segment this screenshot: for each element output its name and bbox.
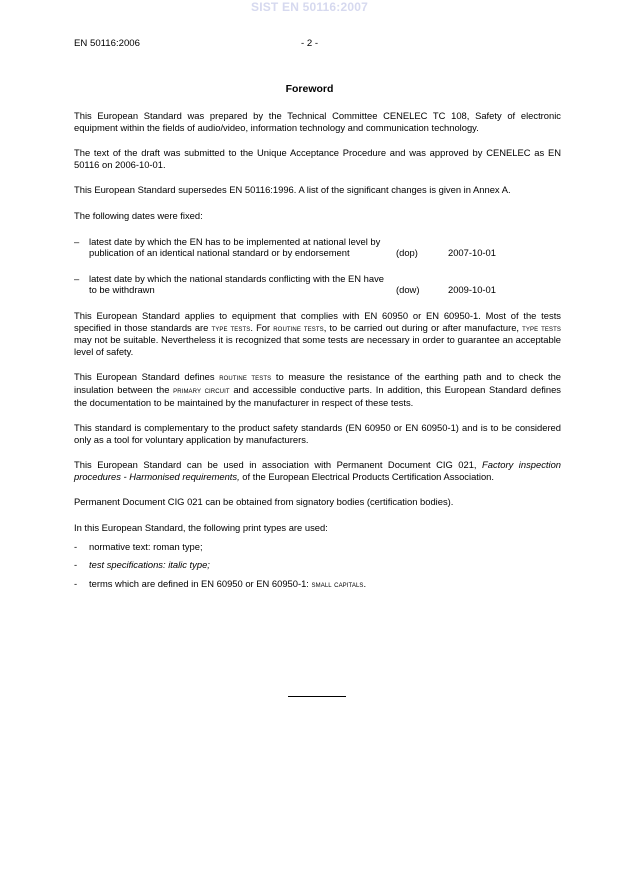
list-item-text: terms which are defined in EN 60950 or EN 60950-1: xyxy=(89,577,312,589)
date-description: latest date by which the EN has to be implemented at national level by publication of an identical national standard or by endorsement xyxy=(89,235,381,259)
list-item-text: normative text: roman type; xyxy=(89,540,203,552)
term-primary-circuit: primary circuit xyxy=(173,384,230,395)
text-run: This European Standard defines xyxy=(74,371,220,383)
page-title: Foreword xyxy=(285,83,334,95)
text-run: . For xyxy=(250,321,274,333)
end-rule xyxy=(288,696,346,697)
bullet-marker: - xyxy=(74,577,78,589)
date-row-dow xyxy=(74,273,561,296)
document-id: EN 50116:2006 xyxy=(74,38,140,49)
document-title-italic: Factory inspection procedures - Harmonised requirements, xyxy=(74,459,561,482)
paragraph-print-types: In this European Standard, the following print types are used: xyxy=(74,522,328,534)
text-run: and accessible conductive parts. In addition, this European Standard defines the documentation to be maintained by the manufacturer in respect of these tests. xyxy=(74,383,561,408)
date-abbreviation: (dop) xyxy=(396,247,418,259)
list-item xyxy=(74,559,561,571)
paragraph-obtain-cig: Permanent Document CIG 021 can be obtained from signatory bodies (certification bodies). xyxy=(74,496,454,508)
date-row-dop xyxy=(74,236,561,259)
page-number: - 2 - xyxy=(300,38,319,49)
text-run: to measure the resistance of the earthing path and to check the insulation between the xyxy=(74,371,561,395)
paragraph-routine-tests xyxy=(74,371,561,408)
list-item xyxy=(74,541,561,553)
dash-marker: – xyxy=(74,235,80,247)
term-type-tests: type tests xyxy=(211,322,251,333)
watermark: SIST EN 50116:2007 xyxy=(250,0,368,14)
text-run: This European Standard applies to equipment that complies with EN 60950 or EN 60950-1. Most of the tests specified in those standards are xyxy=(74,309,561,333)
text-run: may not be suitable. Nevertheless it is recognized that some tests are necessary in order to guarantee an acceptable level of safety. xyxy=(74,334,561,357)
term-routine-tests: routine tests xyxy=(219,372,272,383)
text-run: This European Standard can be used in association with Permanent Document CIG 021, xyxy=(74,459,483,471)
list-item-text: test specifications: italic type; xyxy=(89,559,210,571)
date-abbreviation: (dow) xyxy=(396,284,420,296)
term-type-tests: type tests xyxy=(522,322,561,333)
bullet-marker: - xyxy=(74,559,78,571)
term-routine-tests: routine tests xyxy=(273,322,324,333)
dash-marker: – xyxy=(74,272,80,284)
bullet-marker: - xyxy=(74,540,78,552)
foreword-body xyxy=(74,110,561,597)
text-run: of the European Electrical Products Certification Association. xyxy=(239,470,494,482)
paragraph-scope xyxy=(74,310,561,357)
text-run: , to be carried out during or after manufacture, xyxy=(323,321,523,333)
date-value: 2009-10-01 xyxy=(448,284,496,296)
paragraph-complementary: This standard is complementary to the product safety standards (EN 60950 or EN 60950-1) and is to be considered only as a tool for voluntary application by manufacturers. xyxy=(74,422,561,445)
date-description: latest date by which the national standards conflicting with the EN have to be withdrawn xyxy=(89,272,384,296)
print-types-list xyxy=(74,541,561,591)
date-value: 2007-10-01 xyxy=(448,247,496,259)
term-small-capitals: small capitals xyxy=(311,578,364,589)
list-item xyxy=(74,578,561,591)
paragraph-supersedes: This European Standard supersedes EN 50116:1996. A list of the significant changes is given in Annex A. xyxy=(74,184,511,196)
list-item-text: . xyxy=(363,577,367,589)
paragraph-dates-intro: The following dates were fixed: xyxy=(74,209,203,221)
paragraph-cig-021 xyxy=(74,459,561,482)
paragraph-approval: The text of the draft was submitted to the Unique Acceptance Procedure and was approved by CENELEC as EN 50116 on 2006-10-01. xyxy=(74,147,561,170)
paragraph-prepared-by: This European Standard was prepared by the Technical Committee CENELEC TC 108, Safety of electronic equipment within the fields of audio/video, information technology and communication technology. xyxy=(74,110,561,133)
